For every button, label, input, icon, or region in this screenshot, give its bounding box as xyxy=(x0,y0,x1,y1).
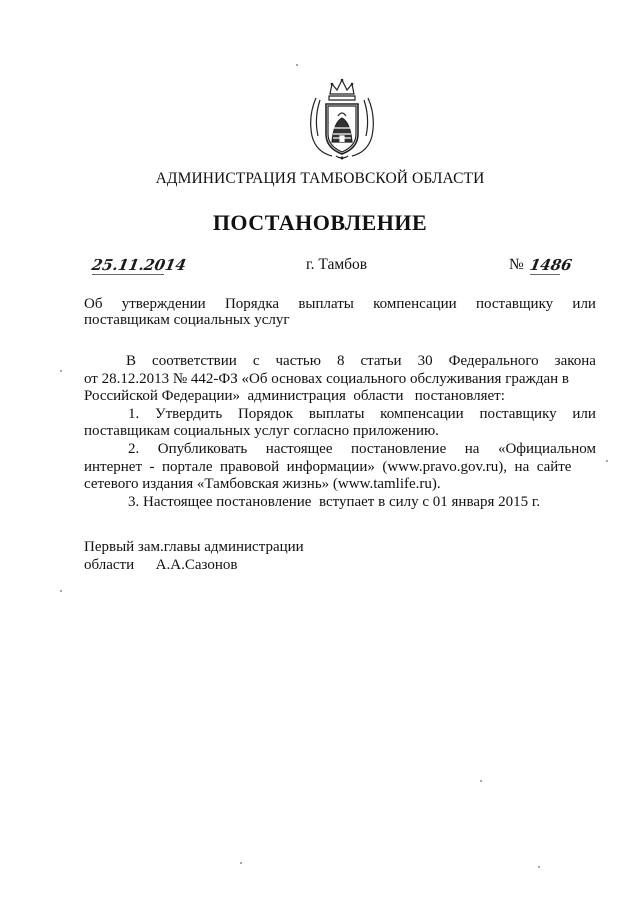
subject-word: поставщику xyxy=(475,296,554,312)
preamble-line-1 xyxy=(84,353,596,371)
preamble-line-2: от 28.12.2013 № 442-ФЗ «Об основах социального обслуживания граждан в xyxy=(84,370,570,387)
subject-line-2: поставщикам социальных услуг xyxy=(84,312,290,328)
body-word: или xyxy=(572,405,596,422)
signature-block xyxy=(84,539,304,574)
item-2-line-1 xyxy=(84,441,596,459)
document-date: 25.11.2014 xyxy=(90,256,188,274)
body-word: Порядок xyxy=(237,405,294,422)
document-number: 1486 xyxy=(528,256,574,274)
body-word: Опубликовать xyxy=(157,440,248,457)
scan-speck xyxy=(296,64,298,66)
item-3: 3. Настоящее постановление вступает в силу с 01 января 2015 г. xyxy=(128,493,541,510)
coat-of-arms-emblem xyxy=(302,76,382,162)
body-word: поставщику xyxy=(479,405,557,422)
body-word: 1. xyxy=(128,405,140,422)
item-2-line-3: сетевого издания «Тамбовская жизнь» (www.tamlife.ru). xyxy=(84,476,441,493)
scan-speck xyxy=(60,370,62,372)
signatory-line xyxy=(84,557,304,575)
subject-word: или xyxy=(572,296,596,312)
item-2-line-2: интернет - портале правовой информации» (www.pravo.gov.ru), на сайте xyxy=(84,458,572,475)
body-word: 8 xyxy=(336,353,345,369)
signatory-name: А.А.Сазонов xyxy=(155,556,238,573)
subject-word: выплаты xyxy=(298,296,354,312)
body-word: Утвердить xyxy=(155,405,223,422)
date-underline xyxy=(92,274,164,275)
body-word: закона xyxy=(554,353,596,369)
subject-word: утверждении xyxy=(121,296,206,312)
document-city: г. Тамбов xyxy=(306,256,368,273)
body-word: 2. xyxy=(128,440,140,457)
body-word: Федерального xyxy=(448,353,539,369)
document-body xyxy=(84,353,596,511)
subject-word: компенсации xyxy=(373,296,457,312)
document-title: ПОСТАНОВЛЕНИЕ xyxy=(212,210,428,235)
body-word: 30 xyxy=(417,353,433,369)
signatory-area: области xyxy=(84,556,135,573)
item-1-line-1 xyxy=(84,406,596,424)
body-word: с xyxy=(252,353,260,369)
body-word: компенсации xyxy=(380,405,464,422)
subject-word: Порядка xyxy=(224,296,280,312)
item-1-line-2: поставщикам социальных услуг согласно приложению. xyxy=(84,423,439,440)
scan-speck xyxy=(240,862,242,864)
body-word: выплаты xyxy=(308,405,365,422)
subject-line-1 xyxy=(84,296,596,312)
body-word: настоящее xyxy=(265,440,333,457)
number-label: № xyxy=(509,256,524,273)
document-subject xyxy=(84,296,596,328)
scan-speck xyxy=(480,780,482,782)
body-word: на xyxy=(464,440,480,457)
subject-word: Об xyxy=(84,296,103,312)
scan-speck xyxy=(606,460,608,462)
body-word: «Официальном xyxy=(497,440,596,457)
body-word: постановление xyxy=(351,440,447,457)
scan-speck xyxy=(60,590,62,592)
preamble-line-3: Российской Федерации» администрация области постановляет: xyxy=(84,388,505,405)
organization-name: АДМИНИСТРАЦИЯ ТАМБОВСКОЙ ОБЛАСТИ xyxy=(155,170,485,187)
number-underline xyxy=(530,274,560,275)
scan-speck xyxy=(538,866,540,868)
body-word: частью xyxy=(275,353,321,369)
signatory-position: Первый зам.главы администрации xyxy=(84,539,304,555)
body-word: соответствии xyxy=(152,353,237,369)
body-word: статьи xyxy=(360,353,402,369)
body-word: В xyxy=(126,353,137,369)
